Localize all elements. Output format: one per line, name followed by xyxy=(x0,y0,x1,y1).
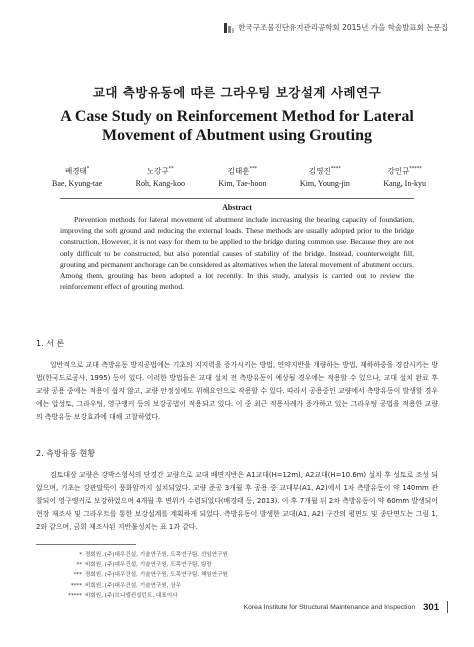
author-mark: * xyxy=(86,166,90,172)
author-list xyxy=(52,163,426,190)
section-introduction xyxy=(36,338,438,424)
author-name-ko: 배경태 xyxy=(64,166,87,176)
author-mark: ** xyxy=(168,166,174,172)
author-name-en: Kim, Young-jin xyxy=(299,178,350,188)
footnote-text: 정회원, (주)대우건설, 기술연구원, 도목연구팀, 선임연구원 xyxy=(85,552,228,558)
footnote-text: 정회원, (주)대우건설, 기술연구원, 도목연구팀, 책임연구원 xyxy=(85,572,228,579)
author-mark: **** xyxy=(330,166,341,172)
footer-organization: Korea Institute for Structural Maintenance and Inspection xyxy=(243,603,416,611)
author xyxy=(218,163,266,190)
author-mark: ***** xyxy=(409,166,422,172)
author-name-en: Kim, Tae-hoon xyxy=(218,178,267,188)
footnote xyxy=(60,550,228,560)
author-name-ko: 김영진 xyxy=(309,166,331,176)
author-name-ko: 노강구 xyxy=(146,166,169,176)
section-heading: 1. 서 론 xyxy=(36,339,65,348)
footnote-mark: ** xyxy=(76,562,82,569)
footnote-text: 비회원, (주)대우건설, 기술연구원, 상무 xyxy=(85,582,182,589)
section-body: 검토대상 교량은 강박스형식의 단경간 교량으로 교대 배면지반은 A1교대(H=12m), A2교대(H=10.6m) 설치 후 성토로 조성 되었으며, 기초는 강관말뚝이 풍화암까지 설치되었다. 교량 준공 3개월 후 공용 중 교대부(A1, A2)에서 1차 측방유동이 약 140mm 관찰되어 영구앵커로 보강하였으며 4개월 후 변위가 수렴되었다(배경태 등, 2013). 이 후 7개월 뒤 2차 측방유동이 약 60mm 발생되어 현장 재조사 및 그라우트를 통한 보강설계를 계획하게 되었다. 측방유동이 발생한 교대(A1, A2) 구간의 평면도 및 종단면도는 그림 1, 2와 같으며, 금회 재조사된 지반물성치는 표 1과 같다. xyxy=(36,471,438,532)
journal-header xyxy=(224,22,448,33)
author-mark: *** xyxy=(249,166,258,172)
author xyxy=(300,163,350,190)
footnote-mark: ***** xyxy=(68,592,82,599)
footnote xyxy=(60,570,228,580)
page-footer xyxy=(244,601,448,613)
author xyxy=(383,163,426,190)
section-lateral-movement-status xyxy=(36,448,438,534)
title-english-line1: A Case Study on Reinforcement Method for Lateral xyxy=(60,108,414,125)
section-heading: 2. 측방유동 현황 xyxy=(36,449,96,458)
footnote-mark: **** xyxy=(70,582,82,589)
author xyxy=(52,163,102,190)
footnote-text: 비회원, (주)대우건설, 기술연구원, 도목연구팀, 팀장 xyxy=(85,562,212,569)
journal-logo-icon xyxy=(224,23,234,33)
author-name-ko: 김태훈 xyxy=(227,166,250,176)
footnote-mark: *** xyxy=(73,572,82,579)
footnote xyxy=(60,591,228,601)
author-name-ko: 강인규 xyxy=(387,166,410,176)
page-number: 301 xyxy=(423,601,439,613)
title-korean: 교대 측방유동에 따른 그라우팅 보강설계 사례연구 xyxy=(92,85,382,100)
author xyxy=(136,163,185,190)
title-english-line2: Movement of Abutment using Grouting xyxy=(102,127,372,144)
footnote xyxy=(60,560,228,570)
footnote xyxy=(60,581,228,591)
section-body: 일반적으로 교대 측방유동 방지공법에는 기초의 지지력을 증가시키는 방법, 연약지반을 개량하는 방법, 재하하중을 경감시키는 방법(한국도로공사, 1995) 등이 있다. 이러한 방법들은 교대 설치 전 측방유동이 예상될 경우에는 적용할 수 있으나, 교대 설치 완료 후 교량 공용 중에는 적용이 쉽지 않고, 교량 안정성에도 위해요인으로 작용할 수 있다. 따라서 공용중인 교량에서 측방유동이 발생할 경우에는 압성토, 그라우팅, 영구앵커 등의 보강공법이 적용되고 있다. 이 중 최근 적용사례가 증가하고 있는 그라우팅 공법을 적용한 교량의 측방유동 보강효과에 대해 고찰하였다. xyxy=(36,361,438,422)
footnote-divider xyxy=(36,544,136,545)
author-name-en: Kang, In-kyu xyxy=(383,178,426,188)
footnote-text: 비회원, (주)브니엘컨설턴트, 대표이사 xyxy=(85,592,178,599)
footer-divider xyxy=(447,601,448,613)
footnotes xyxy=(60,550,228,601)
abstract-divider xyxy=(60,198,414,199)
journal-name: 한국구조물진단유지관리공학회 2015년 가을 학술발표회 논문집 xyxy=(238,23,448,32)
footnote-mark: * xyxy=(79,552,82,558)
author-name-en: Bae, Kyung-tae xyxy=(52,178,103,188)
abstract-heading: Abstract xyxy=(222,203,252,212)
title-english xyxy=(30,107,444,145)
author-name-en: Roh, Kang-koo xyxy=(135,178,185,188)
abstract-text: Prevention methods for lateral movement of abutment include increasing the bearing capacity of foundation, improving the soft ground and reducing the external loads. These methods are usually adopted prior to the bridge construction. However, it is not easy for them to be applied to the bridge during common use. Because they are not only difficult to be constructed, but also potential causes of stability of the bridge. Instead, counterweight fill, grouting and permanent anchorage can be considered as alternatives when the lateral movement of abutment occurs. Among them, grouting has been adopted a lot recently. In this study, analysis is carried out to review the reinforcement effect of grouting method. xyxy=(60,215,414,292)
